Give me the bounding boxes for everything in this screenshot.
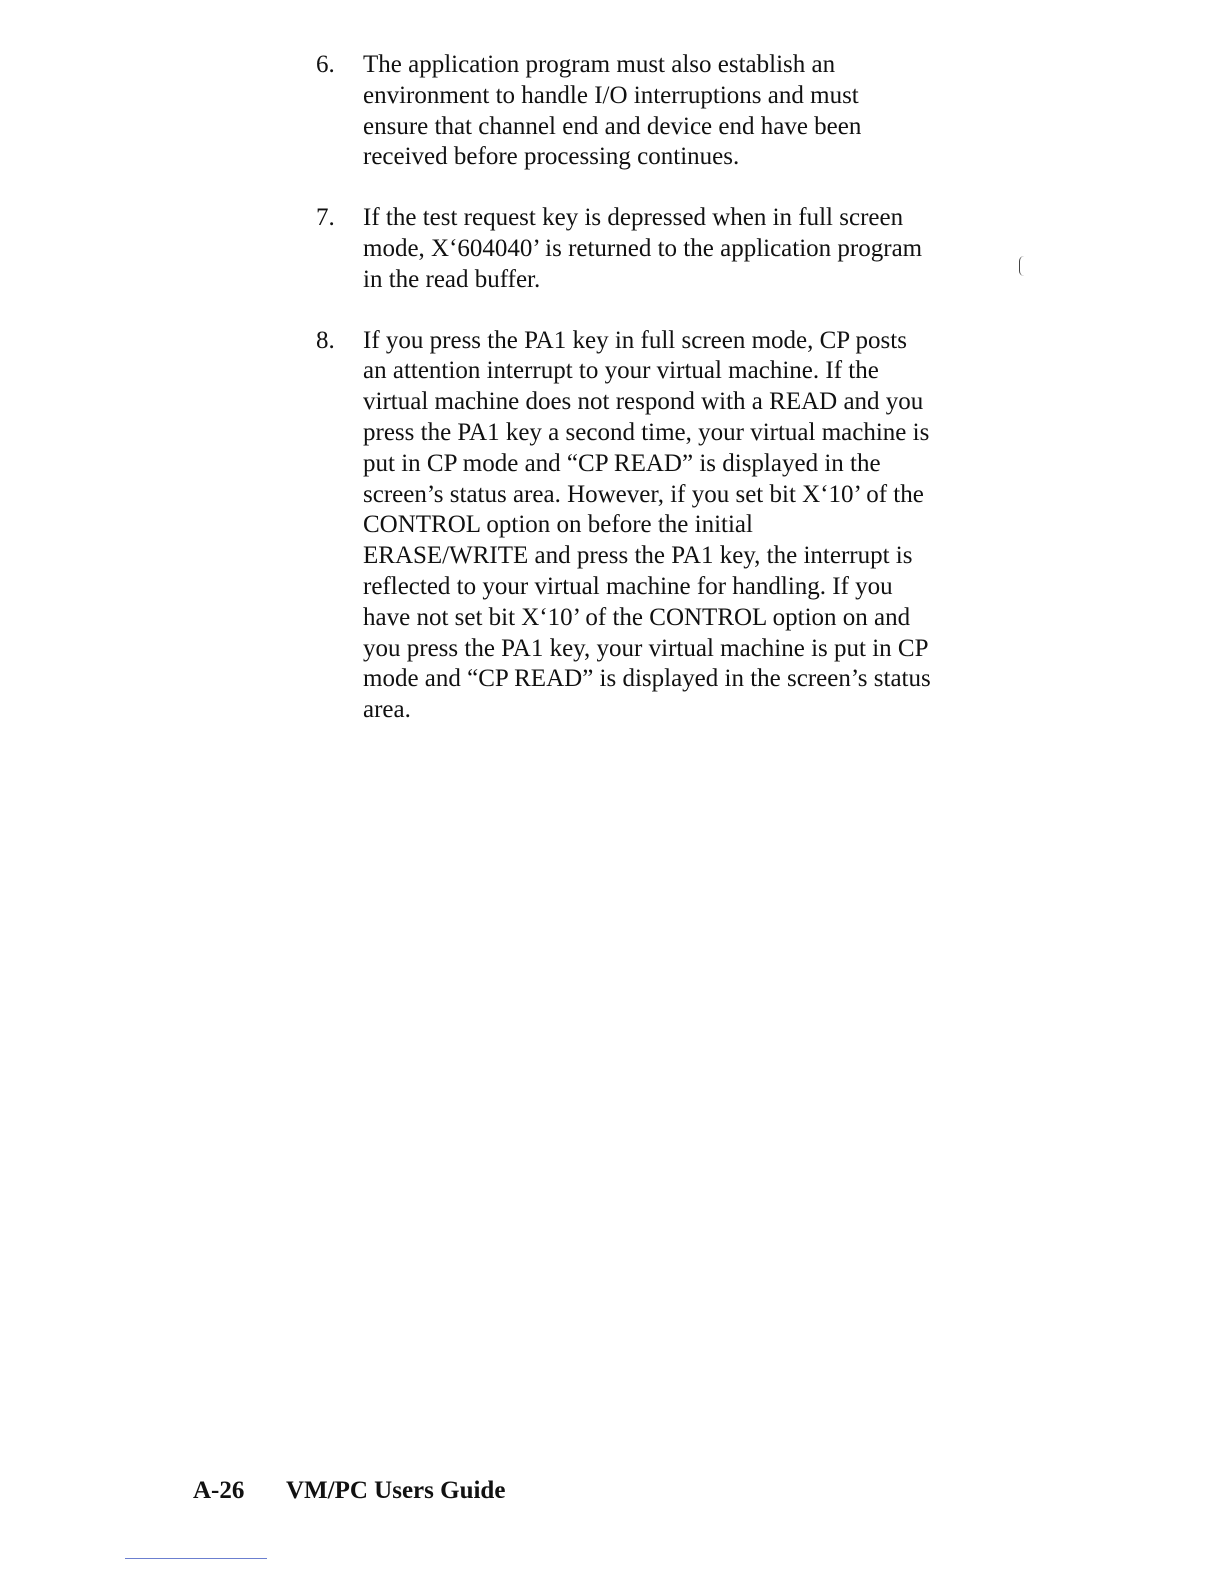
margin-mark	[1019, 256, 1024, 276]
item-text-line: virtual machine does not respond with a READ and you	[363, 388, 924, 416]
item-text-line: reflected to your virtual machine for handling. If you	[363, 572, 893, 600]
main-content	[316, 50, 1016, 756]
item-text-line: screen’s status area. However, if you set bit X‘10’ of the	[363, 480, 924, 508]
page-footer	[193, 1477, 505, 1505]
item-text-line: mode and “CP READ” is displayed in the screen’s status	[363, 665, 931, 693]
item-number: 6.	[316, 51, 335, 78]
document-title: VM/PC Users Guide	[286, 1477, 506, 1504]
item-text-line: If the test request key is depressed when in full screen	[363, 204, 904, 232]
item-text-line: put in CP mode and “CP READ” is displayed in the	[363, 449, 881, 477]
item-text-line: ERASE/WRITE and press the PA1 key, the interrupt is	[363, 542, 913, 570]
item-text-line: area.	[363, 696, 411, 724]
item-text-line: in the read buffer.	[363, 265, 541, 293]
item-text-line: received before processing continues.	[363, 143, 740, 171]
item-text-line: mode, X‘604040’ is returned to the application program	[363, 234, 923, 262]
list-item	[316, 203, 1016, 295]
page-number: A-26	[193, 1477, 245, 1504]
item-text-line: an attention interrupt to your virtual machine. If the	[363, 357, 879, 385]
item-text-line: CONTROL option on before the initial	[363, 511, 753, 539]
item-text-line: ensure that channel end and device end have been	[363, 112, 862, 140]
item-text-line: environment to handle I/O interruptions and must	[363, 81, 859, 109]
item-number: 8.	[316, 326, 335, 354]
bottom-rule	[125, 1558, 267, 1559]
item-text-line: press the PA1 key a second time, your virtual machine is	[363, 418, 930, 446]
item-text-line: If you press the PA1 key in full screen mode, CP posts	[363, 326, 907, 354]
item-text-line: you press the PA1 key, your virtual machine is put in CP	[363, 634, 929, 662]
item-number: 7.	[316, 204, 335, 232]
list-item	[316, 50, 1016, 173]
item-text-line: have not set bit X‘10’ of the CONTROL option on and	[363, 603, 911, 631]
list-item	[316, 326, 1016, 726]
item-text-line: The application program must also establish an	[363, 51, 836, 78]
